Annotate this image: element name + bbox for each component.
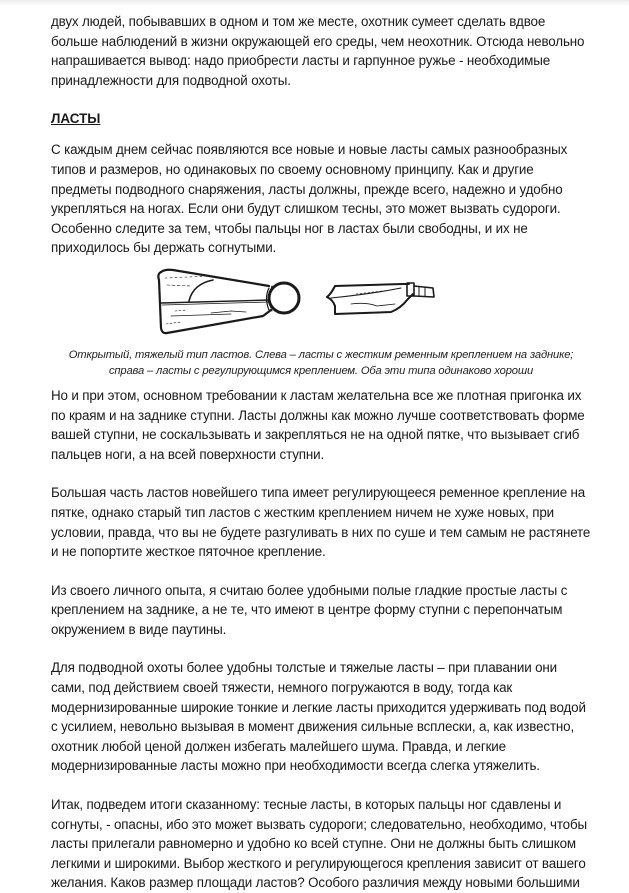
- page-top-edge: [0, 0, 629, 6]
- intro-paragraph: двух людей, побывавших в одном и том же месте, охотник сумеет сделать вдвое больше наблюдений в жизни окружающей его среды, чем неохотник. Отсюда невольно напрашивается вывод: надо приобрести ласты и гарпунное ружье - необходимые принадлежности для подводной охоты.: [51, 14, 585, 88]
- fins-figure: [51, 258, 591, 386]
- paragraph-3: Большая часть ластов новейшего типа имеет регулирующееся ременное крепление на пятке, однако старый тип ластов с жестким креплением ничем не хуже новых, при условии, правда, что вы не будете разгуливать в них по суше и тем самым не растянете и не попортите жесткое пяточное крепление.: [51, 485, 591, 560]
- paragraph-4: Из своего личного опыта, я считаю более удобными полые гладкие простые ласты с креплением на заднике, а не те, что имеют в центре форму ступни с перепончатым окружением в виде паутины.: [51, 582, 568, 637]
- paragraph-6: Итак, подведем итоги сказанному: тесные ласты, в которых пальцы ног сдавлены и согнуты, - опасны, ибо это может вызвать судороги; следовательно, необходимо, чтобы ласты прилегали равномерно и удобно ко всей ступне. Они не должны быть слишком легкими и широкими. Выбор жесткого и регулирующегося крепления зависит от вашего желания. Каков размер площади ластов? Особого различия между новыми большими: [51, 797, 587, 891]
- caption-line-1: Открытый, тяжелый тип ластов. Слева – ласты с жестким ременным креплением на заднике;: [68, 348, 574, 361]
- paragraph-2: Но и при этом, основном требовании к ластам желательна все же плотная пригонка их по краям и на заднике ступни. Ласты должны как можно лучше соответствовать форме вашей ступни, не соскальзывать и закрепляться не на одной пятке, что вызывает сгиб пальцев ноги, а на всей поверхности ступни.: [51, 387, 585, 462]
- paragraph-5: Для подводной охоты более удобны толстые и тяжелые ласты – при плавании они сами, под действием своей тяжести, немного погружаются в воду, тогда как модернизированные широкие тонкие и легкие ласты приходится удерживать под водой с усилием, невольно вызывая в момент движения сильные всплески, а, как известно, охотник любой ценой должен избегать малейшего шума. Правда, и легкие модернизированные ласты можно при необходимости всегда слегка утяжелить.: [51, 660, 586, 774]
- document-page: [51, 12, 591, 893]
- fins-illustration: [151, 264, 491, 344]
- section-heading: ЛАСТЫ: [51, 111, 101, 127]
- figure-caption: [51, 347, 591, 379]
- paragraph-1: С каждым днем сейчас появляются все новые и новые ласты самых разнообразных типов и размеров, но одинаковых по своему основному принципу. Как и другие предметы подводного снаряжения, ласты должны, прежде всего, надежно и удобно укрепляться на ногах. Если они будут слишком тесны, это может вызвать судороги. Особенно следите за тем, чтобы пальцы ног в ластах были свободны, и их не приходилось бы держать согнутыми.: [51, 142, 568, 256]
- caption-line-2: справа – ласты с регулирующимся креплением. Оба эти типа одинаково хороши: [108, 364, 534, 377]
